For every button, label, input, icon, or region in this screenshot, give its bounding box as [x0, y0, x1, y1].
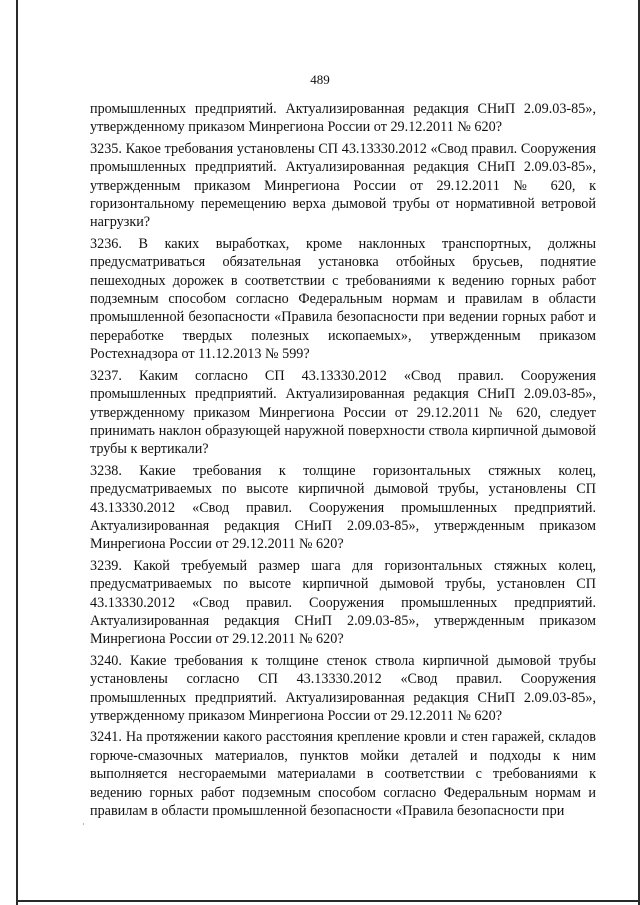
question-3238: 3238. Какие требования к толщине горизонтальных стяжных колец, предусматриваемых по высоте кирпичной дымовой трубы, установлены СП 43.13330.2012 «Свод правил. Сооружения промышленных предприятий. Актуализированная редакция СНиП 2.09.03-85», утвержденным приказом Минрегиона России от 29.12.2011 № 620? — [90, 462, 596, 553]
scan-speck: · — [82, 820, 85, 829]
question-3237: 3237. Каким согласно СП 43.13330.2012 «Свод правил. Сооружения промышленных предприятий. Актуализированная редакция СНиП 2.09.03-85», утвержденному приказом Минрегиона России от 29.12.2011 № 620, следует принимать наклон образующей наружной поверхности ствола кирпичной дымовой трубы к вертикали? — [90, 367, 596, 458]
scan-border-left — [16, 0, 18, 905]
question-3235: 3235. Какое требования установлены СП 43.13330.2012 «Свод правил. Сооружения промышленных предприятий. Актуализированная редакция СНиП 2.09.03-85», утвержденным приказом Минрегиона России от 29.12.2011 № 620, к горизонтальному перемещению верха дымовой трубы от нормативной ветровой нагрузки? — [90, 140, 596, 231]
question-3240: 3240. Какие требования к толщине стенок ствола кирпичной дымовой трубы установлены согласно СП 43.13330.2012 «Свод правил. Сооружения промышленных предприятий. Актуализированная редакция СНиП 2.09.03-85», утвержденному приказом Минрегиона России от 29.12.2011 № 620? — [90, 652, 596, 724]
paragraph-continuation: промышленных предприятий. Актуализированная редакция СНиП 2.09.03-85», утвержденному приказом Минрегиона России от 29.12.2011 № 620? — [90, 101, 596, 136]
question-3236: 3236. В каких выработках, кроме наклонных транспортных, должны предусматриваться обязательная установка отбойных брусьев, поднятие пешеходных дорожек в соответствии с требованиями к ведению горных работ подземным способом согласно Федеральным нормам и правилам в области промышленной безопасности «Правила безопасности при ведении горных работ и переработке твердых полезных ископаемых», утвержденным приказом Ростехнадзора от 11.12.2013 № 599? — [90, 235, 596, 363]
document-body — [90, 100, 596, 823]
scan-border-bottom — [16, 900, 640, 902]
question-3239: 3239. Какой требуемый размер шага для горизонтальных стяжных колец, предусматриваемых по высоте кирпичной дымовой трубы, установлен СП 43.13330.2012 «Свод правил. Сооружения промышленных предприятий. Актуализированная редакция СНиП 2.09.03-85», утвержденным приказом Минрегиона России от 29.12.2011 № 620? — [90, 557, 596, 648]
question-3241: 3241. На протяжении какого расстояния крепление кровли и стен гаражей, складов горюче-смазочных материалов, пунктов мойки деталей и подходы к ним выполняется несгораемыми материалами в соответствии с требованиями к ведению горных работ подземным способом согласно Федеральным нормам и правилам в области промышленной безопасности «Правила безопасности при — [90, 729, 596, 820]
page-number: 489 — [310, 72, 330, 87]
